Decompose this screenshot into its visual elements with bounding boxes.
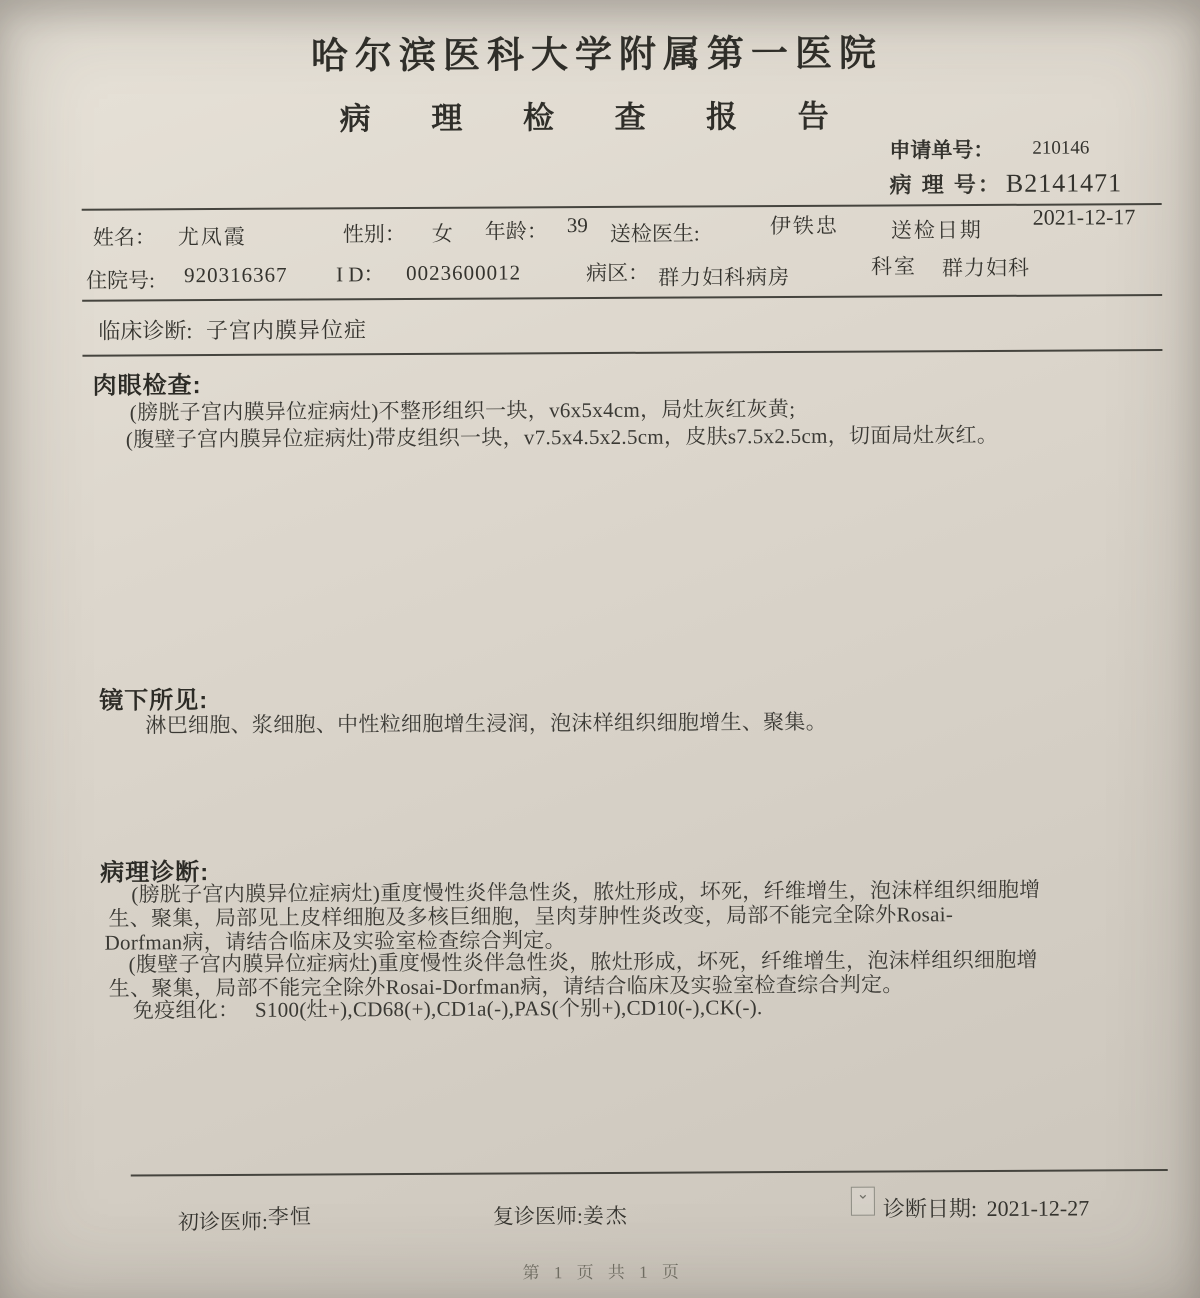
divider-signature <box>131 1169 1168 1176</box>
admission-number-label: 住院号: <box>86 268 155 293</box>
immunohistochemistry-row <box>133 991 763 1024</box>
hospital-name: 哈尔滨医科大学附属第一医院 <box>310 32 883 77</box>
ward-label: 病区： <box>585 260 650 286</box>
diagnosis-date-value: 2021-12-27 <box>986 1195 1090 1221</box>
pathology-number-value: B2141471 <box>1005 168 1123 198</box>
checkmark-glyph: ⌄ <box>856 1186 870 1203</box>
microscopic-line-1: 淋巴细胞、浆细胞、中性粒细胞增生浸润，泡沫样组织细胞增生、聚集。 <box>145 709 828 738</box>
gross-exam-line-2: (腹壁子宫内膜异位症病灶)带皮组织一块，v7.5x4.5x2.5cm，皮肤s7.5x2.5cm，切面局灶灰红。 <box>125 422 999 452</box>
pathological-diagnosis-line-4: (腹壁子宫内膜异位症病灶)重度慢性炎伴急性炎，脓灶形成，坏死，纤维增生，泡沫样组织细胞增 <box>128 947 1038 977</box>
immunohistochemistry-label: 免疫组化： <box>132 997 240 1023</box>
pathological-diagnosis-line-5: 生、聚集，局部不能完全除外Rosai-Dorfman病，请结合临床及实验室检查综合判定。 <box>108 972 904 1001</box>
pathological-diagnosis-line-3: Dorfman病，请结合临床及实验室检查综合判定。 <box>104 928 566 955</box>
report-title: 病 理 检 查 报 告 <box>339 98 855 137</box>
gross-exam-heading: 肉眼检查: <box>92 372 202 400</box>
application-number-value: 210146 <box>1032 137 1090 159</box>
diagnosis-date-row <box>883 1191 1089 1223</box>
divider-top <box>82 203 1162 211</box>
department-value: 群力妇科 <box>941 255 1031 281</box>
age-value: 39 <box>566 213 588 238</box>
gender-label: 性别： <box>342 222 406 247</box>
send-date-label: 送检日期 <box>890 217 983 243</box>
review-doctor-row <box>493 1200 629 1231</box>
clinical-diagnosis-label: 临床诊断: <box>98 318 193 344</box>
name-label: 姓名： <box>92 225 156 250</box>
admission-number-value: 920316367 <box>183 262 288 288</box>
first-doctor-label: 初诊医师: <box>177 1209 268 1235</box>
review-doctor-label: 复诊医师: <box>492 1204 583 1229</box>
pathology-number-row <box>889 167 1122 199</box>
application-number-row <box>889 133 1089 164</box>
pathological-diagnosis-heading: 病理诊断: <box>100 859 210 887</box>
pathology-number-label: 病 理 号： <box>889 171 1002 198</box>
review-doctor-value: 姜杰 <box>582 1203 629 1229</box>
checkmark-icon <box>851 1187 875 1216</box>
department-label: 科室 <box>870 254 918 279</box>
application-number-label: 申请单号： <box>889 138 995 163</box>
immunohistochemistry-value: S100(灶+),CD68(+),CD1a(-),PAS(个别+),CD10(-),CK(-). <box>254 995 763 1022</box>
microscopic-heading: 镜下所见: <box>99 687 209 715</box>
first-doctor-row <box>178 1206 312 1237</box>
age-label: 年龄： <box>484 219 548 244</box>
divider-clinical <box>82 349 1162 356</box>
page-number: 第 1 页 共 1 页 <box>522 1262 684 1283</box>
id-value: 0023600012 <box>405 260 522 286</box>
referring-doctor-label: 送检医生: <box>609 221 700 246</box>
ward-value: 群力妇科病房 <box>657 264 791 290</box>
name-value: 尤凤霞 <box>177 224 247 250</box>
referring-doctor-value: 伊铁忠 <box>769 213 839 239</box>
divider-mid <box>82 294 1162 301</box>
first-doctor-value: 李恒 <box>267 1204 312 1229</box>
clinical-diagnosis-value: 子宫内膜异位症 <box>205 317 368 344</box>
pathological-diagnosis-line-2: 生、聚集，局部见上皮样细胞及多核巨细胞，呈肉芽肿性炎改变，局部不能完全除外Rosai- <box>108 902 954 931</box>
clinical-diagnosis-row <box>98 313 367 345</box>
diagnosis-date-label: 诊断日期: <box>882 1196 978 1222</box>
gross-exam-line-1: (膀胱子宫内膜异位症病灶)不整形组织一块，v6x5x4cm，局灶灰红灰黄; <box>129 396 796 425</box>
pathological-diagnosis-line-1: (膀胱子宫内膜异位症病灶)重度慢性炎伴急性炎，脓灶形成，坏死，纤维增生，泡沫样组织细胞增 <box>131 877 1041 907</box>
gender-value: 女 <box>431 221 453 246</box>
send-date-value: 2021-12-17 <box>1032 204 1136 230</box>
id-label: I D： <box>335 262 385 287</box>
